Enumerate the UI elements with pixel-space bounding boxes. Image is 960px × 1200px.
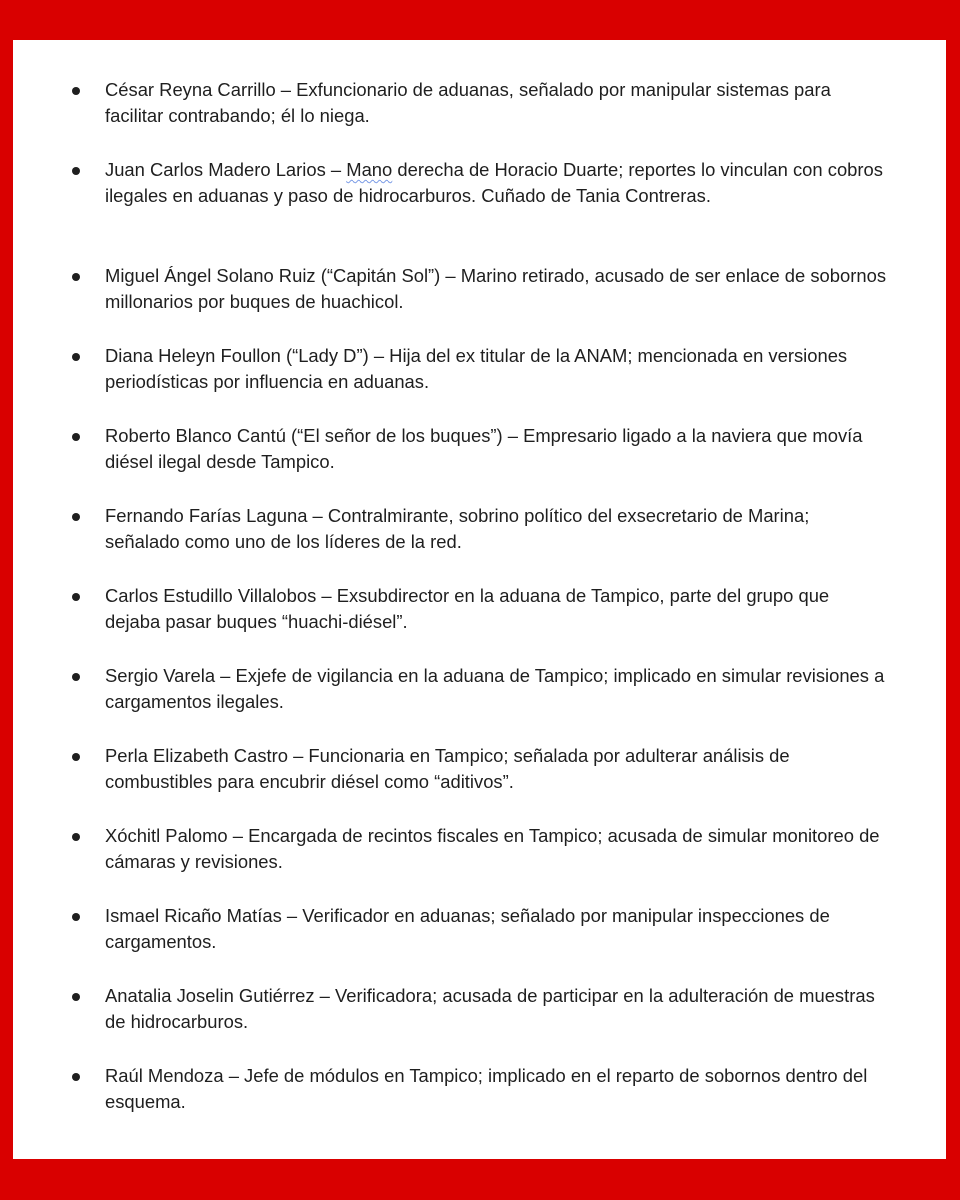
- list-item: [13, 77, 946, 131]
- list-item-text: [105, 159, 883, 206]
- list-item-text: Ismael Ricaño Matías – Verificador en aduanas; señalado por manipular inspecciones de cargamentos.: [105, 905, 830, 952]
- list-item-text: Diana Heleyn Foullon (“Lady D”) – Hija del ex titular de la ANAM; mencionada en versiones periodísticas por influencia en aduanas.: [105, 345, 848, 392]
- bullet-icon: [72, 167, 80, 175]
- list-item-text-part: derecha de Horacio Duarte; reportes lo vinculan con cobros ilegales en aduanas y paso de hidrocarburos. Cuñado de Tania Contreras.: [105, 159, 883, 206]
- bullet-icon: [72, 833, 80, 841]
- list-item-text: Anatalia Joselin Gutiérrez – Verificadora; acusada de participar en la adulteración de muestras de hidrocarburos.: [105, 985, 875, 1032]
- list-item: [13, 503, 946, 557]
- spellcheck-flagged-word[interactable]: Mano: [346, 159, 393, 180]
- list-item-text: Carlos Estudillo Villalobos – Exsubdirector en la aduana de Tampico, parte del grupo que dejaba pasar buques “huachi-diésel”.: [105, 585, 830, 632]
- list-item: [13, 983, 946, 1037]
- list-item: [13, 903, 946, 957]
- list-item-text: Fernando Farías Laguna – Contralmirante, sobrino político del exsecretario de Marina; señalado como uno de los líderes de la red.: [105, 505, 810, 552]
- list-item-text: César Reyna Carrillo – Exfuncionario de aduanas, señalado por manipular sistemas para facilitar contrabando; él lo niega.: [105, 79, 831, 126]
- list-item: [13, 157, 946, 237]
- list-item-text: Sergio Varela – Exjefe de vigilancia en la aduana de Tampico; implicado en simular revisiones a cargamentos ilegales.: [105, 665, 885, 712]
- list-item: [13, 1063, 946, 1117]
- bullet-icon: [72, 353, 80, 361]
- bullet-icon: [72, 273, 80, 281]
- list-item-text: Perla Elizabeth Castro – Funcionaria en Tampico; señalada por adulterar análisis de combustibles para encubrir diésel como “aditivos”.: [105, 745, 790, 792]
- bullet-icon: [72, 433, 80, 441]
- bullet-icon: [72, 593, 80, 601]
- bullet-icon: [72, 673, 80, 681]
- list-item: [13, 823, 946, 877]
- bullet-icon: [72, 913, 80, 921]
- list-item: [13, 743, 946, 797]
- list-item-text: Xóchitl Palomo – Encargada de recintos fiscales en Tampico; acusada de simular monitoreo de cámaras y revisiones.: [105, 825, 880, 872]
- document-page: [13, 40, 946, 1159]
- bullet-icon: [72, 1073, 80, 1081]
- people-list: [13, 77, 946, 1143]
- list-item: [13, 343, 946, 397]
- list-item: [13, 663, 946, 717]
- list-item: [13, 263, 946, 317]
- list-item: [13, 583, 946, 637]
- list-item-text: Roberto Blanco Cantú (“El señor de los buques”) – Empresario ligado a la naviera que movía diésel ilegal desde Tampico.: [105, 425, 863, 472]
- list-item: [13, 423, 946, 477]
- list-item-text: Miguel Ángel Solano Ruiz (“Capitán Sol”) – Marino retirado, acusado de ser enlace de sobornos millonarios por buques de huachicol.: [105, 265, 887, 312]
- bullet-icon: [72, 993, 80, 1001]
- bullet-icon: [72, 87, 80, 95]
- list-item-text-part: Juan Carlos Madero Larios –: [105, 159, 347, 180]
- bullet-icon: [72, 513, 80, 521]
- list-item-text: Raúl Mendoza – Jefe de módulos en Tampico; implicado en el reparto de sobornos dentro del esquema.: [105, 1065, 868, 1112]
- bullet-icon: [72, 753, 80, 761]
